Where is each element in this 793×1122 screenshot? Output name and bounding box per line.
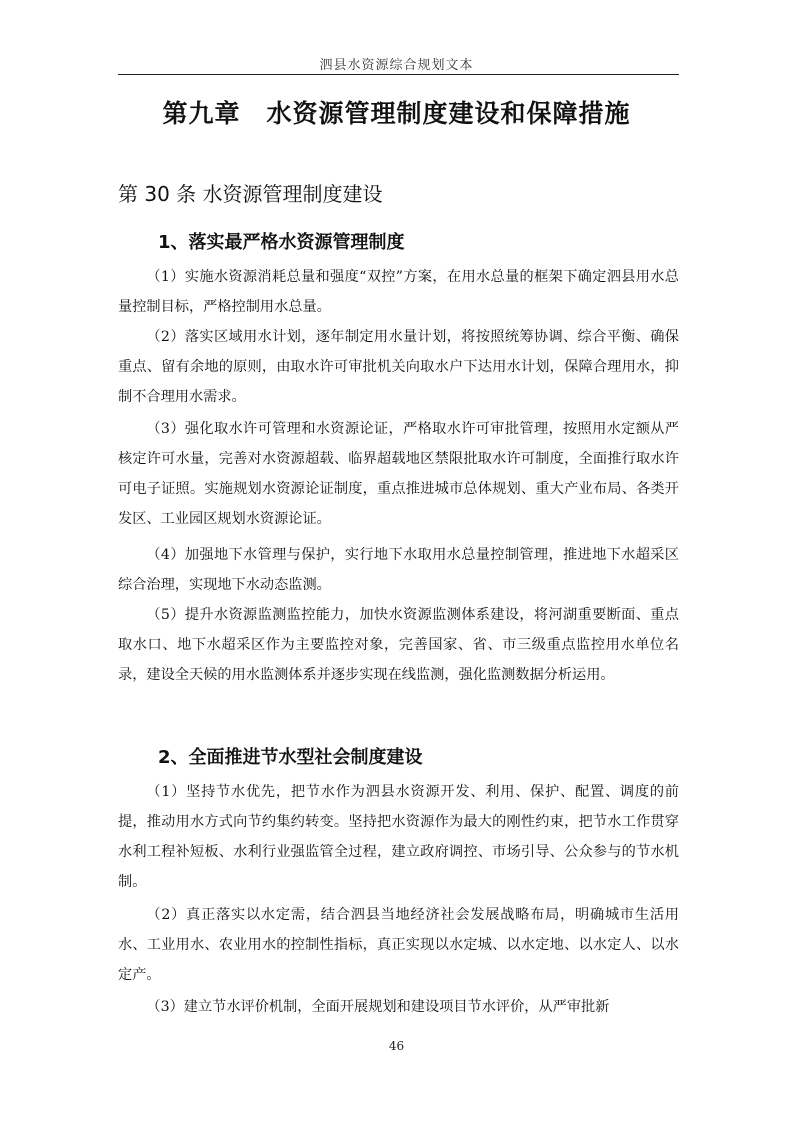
paragraph: （2）真正落实以水定需，结合泗县当地经济社会发展战略布局，明确城市生活用水、工业用水、农业用水的控制性指标，真正实现以水定城、以水定地、以水定人、以水定产。 — [118, 907, 679, 983]
paragraph: （3）强化取水许可管理和水资源论证，严格取水许可审批管理，按照用水定额从严核定许可水量，完善对水资源超载、临界超载地区禁限批取水许可制度，全面推行取水许可电子证照。实施规划水资源论证制度，重点推进城市总体规划、重大产业布局、各类开发区、工业园区规划水资源论证。 — [118, 421, 679, 527]
chapter-title: 第九章 水资源管理制度建设和保障措施 — [162, 99, 631, 128]
paragraph: （5）提升水资源监测监控能力，加快水资源监测体系建设，将河湖重要断面、重点取水口、地下水超采区作为主要监控对象，完善国家、省、市三级重点监控用水单位名录，建设全天候的用水监测体系并逐步实现在线监测，强化监测数据分析运用。 — [118, 607, 679, 683]
running-header: 泗县水资源综合规划文本 — [319, 58, 474, 73]
page-number: 46 — [388, 1039, 405, 1053]
section-heading: 1、落实最严格水资源管理制度 — [158, 232, 405, 253]
section-heading: 2、全面推进节水型社会制度建设 — [158, 747, 423, 768]
paragraph: （4）加强地下水管理与保护，实行地下水取用水总量控制管理，推进地下水超采区综合治理，实现地下水动态监测。 — [118, 547, 679, 593]
paragraph: （1）坚持节水优先，把节水作为泗县水资源开发、利用、保护、配置、调度的前提，推动用水方式向节约集约转变。坚持把水资源作为最大的刚性约束，把节水工作贯穿水利工程补短板、水利行业强监管全过程，建立政府调控、市场引导、公众参与的节水机制。 — [118, 784, 679, 890]
paragraph: （2）落实区域用水计划，逐年制定用水量计划，将按照统筹协调、综合平衡、确保重点、留有余地的原则，由取水许可审批机关向取水户下达用水计划，保障合理用水，抑制不合理用水需求。 — [118, 329, 679, 405]
paragraph: （3）建立节水评价机制，全面开展规划和建设项目节水评价，从严审批新 — [146, 999, 610, 1015]
article-title: 第 30 条 水资源管理制度建设 — [118, 182, 383, 206]
header-rule — [118, 74, 679, 75]
paragraph: （1）实施水资源消耗总量和强度“双控”方案，在用水总量的框架下确定泗县用水总量控制目标，严格控制用水总量。 — [118, 269, 679, 315]
